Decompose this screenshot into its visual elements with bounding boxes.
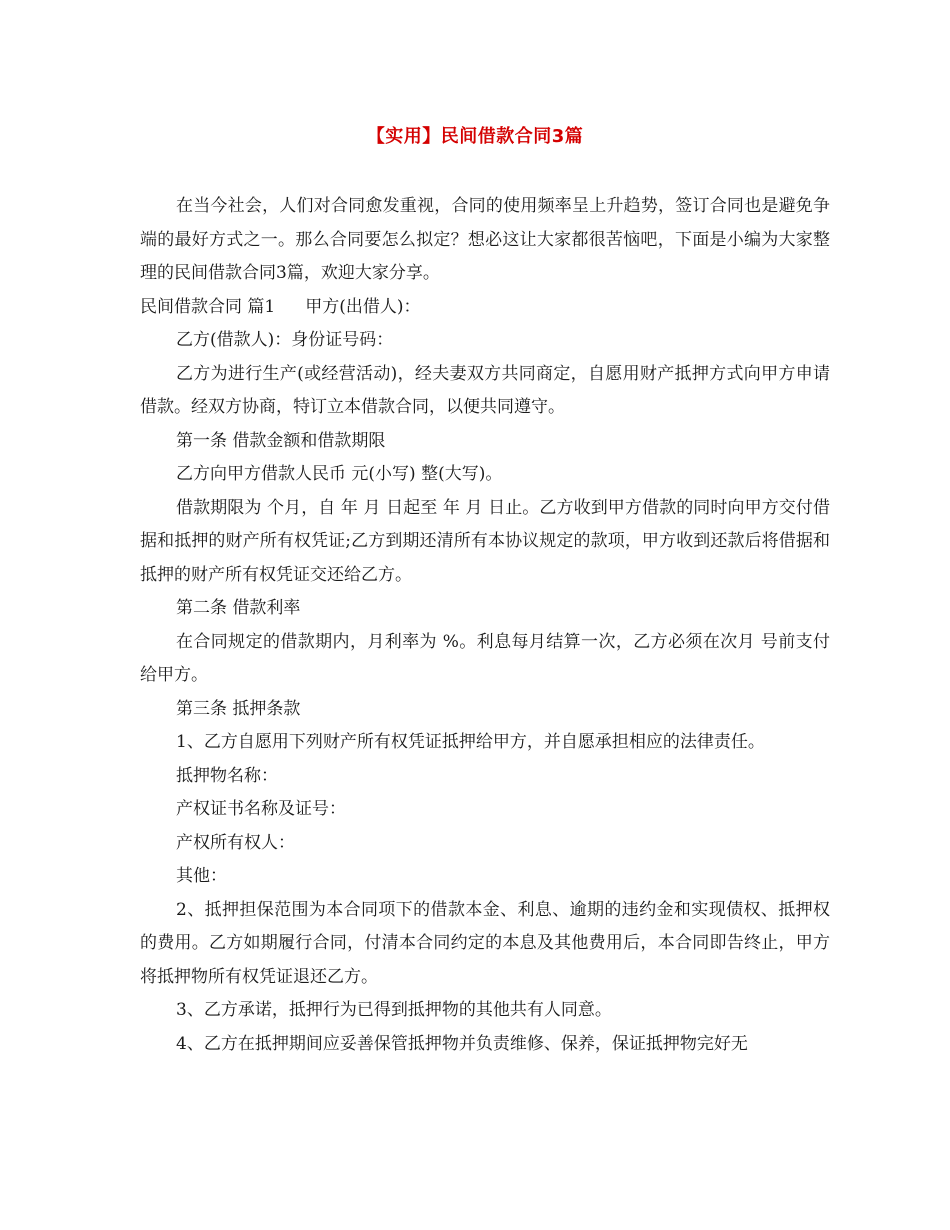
section-heading-line — [140, 291, 830, 325]
purpose-paragraph: 乙方为进行生产(或经营活动)，经夫妻双方共同商定，自愿用财产抵押方式向甲方申请借款。经双方协商，特订立本借款合同，以便共同遵守。 — [140, 363, 830, 417]
party-a-label: 甲方(出借人)： — [305, 296, 421, 317]
intro-paragraph: 在当今社会，人们对合同愈发重视，合同的使用频率呈上升趋势，签订合同也是避免争端的最好方式之一。那么合同要怎么拟定？想必这让大家都很苦恼吧，下面是小编为大家整理的民间借款合同3篇，欢迎大家分享。 — [140, 196, 830, 283]
clause-1-paragraph: 1、乙方自愿用下列财产所有权凭证抵押给甲方，并自愿承担相应的法律责任。 — [176, 732, 765, 752]
clause-3-paragraph: 3、乙方承诺，抵押行为已得到抵押物的其他共有人同意。 — [176, 1000, 612, 1020]
other-line: 其他： — [176, 866, 227, 886]
loan-amount-paragraph: 乙方向甲方借款人民币 元(小写) 整(大写)。 — [176, 464, 503, 484]
loan-term-paragraph: 借款期限为 个月，自 年 月 日起至 年 月 日止。乙方收到甲方借款的同时向甲方交付借据和抵押的财产所有权凭证;乙方到期还清所有本协议规定的款项，甲方收到还款后将借据和抵押的财产所有权凭证交还给乙方。 — [140, 497, 830, 585]
document-body — [140, 190, 830, 1061]
clause-4-paragraph: 4、乙方在抵押期间应妥善保管抵押物并负责维修、保养，保证抵押物完好无 — [176, 1033, 748, 1054]
party-b-line: 乙方(借款人)：身份证号码： — [176, 330, 394, 350]
certificate-line: 产权证书名称及证号： — [176, 799, 346, 819]
interest-paragraph: 在合同规定的借款期内，月利率为 %。利息每月结算一次，乙方必须在次月 号前支付给甲方。 — [140, 631, 830, 685]
article-3-heading: 第三条 抵押条款 — [176, 698, 301, 719]
section-heading: 民间借款合同 篇1 — [140, 296, 276, 317]
collateral-name-line: 抵押物名称： — [176, 765, 278, 786]
article-2-heading: 第二条 借款利率 — [176, 598, 301, 618]
owner-line: 产权所有权人： — [176, 832, 295, 853]
document-title: 【实用】民间借款合同3篇 — [366, 126, 584, 147]
article-1-heading: 第一条 借款金额和借款期限 — [176, 430, 386, 451]
clause-2-paragraph: 2、抵押担保范围为本合同项下的借款本金、利息、逾期的违约金和实现债权、抵押权的费用。乙方如期履行合同，付清本合同约定的本息及其他费用后，本合同即告终止，甲方将抵押物所有权凭证退还乙方。 — [140, 899, 830, 987]
